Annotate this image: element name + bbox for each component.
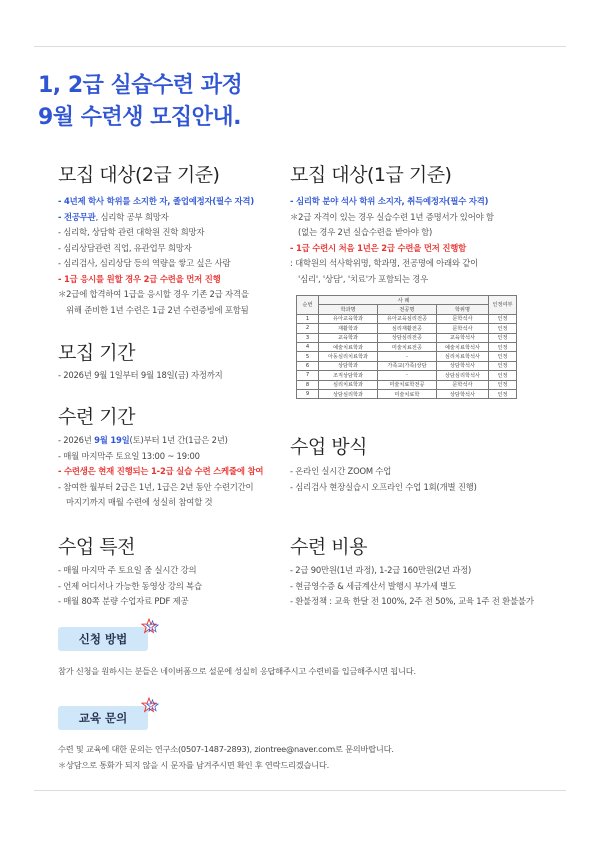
cell-dept: 조직상담학과 [319,371,378,380]
cell-no: 7 [297,371,319,380]
features-item-1: - 매월 마지막 주 토요일 줌 실시간 강의 [58,565,197,575]
cell-major: 미술치료학 [377,389,436,398]
apply-badge: 신청 방법 [58,627,148,651]
th-group: 사 례 [319,296,489,305]
th-major: 전공명 [377,305,436,314]
cell-degree: 예술치료학석사 [436,342,488,351]
table-row [297,333,517,342]
cell-dept: 유아교육학과 [319,314,378,323]
degree-table [296,295,517,399]
method-item-1: - 온라인 실시간 ZOOM 수업 [290,466,392,476]
cell-major: 가족교(가족)상담 [377,361,436,370]
star-blue-icon [146,620,159,633]
bottom-divider [34,790,566,791]
training-item-4: - 참여한 월부터 2급은 1년, 1급은 2년 동안 수련기간이 [58,481,254,492]
target1-title: 모집 대상(1급 기준) [290,164,452,186]
cell-dept: 아동심리치료학과 [319,352,378,361]
target2-item-5: - 심리검사, 심리상담 등의 역량을 쌓고 싶은 사람 [58,258,231,268]
cell-no: 5 [297,352,319,361]
target1-list [290,194,494,287]
th-dept: 학과명 [319,305,378,314]
cell-degree: 심리치료학석사 [436,352,488,361]
th-degree: 학위명 [436,305,488,314]
table-row [297,314,517,323]
training-list [58,433,263,511]
top-divider [34,46,566,47]
method-list [290,464,477,495]
cell-dept: 상담학과 [319,361,378,370]
training-start-date: 9월 19일 [94,435,130,445]
cell-major: - [377,352,436,361]
training-title: 수련 기간 [58,406,135,428]
cell-degree: 문학석사 [436,324,488,333]
table-row [297,389,517,398]
hero-title [38,70,242,134]
training-item-1 [58,433,263,449]
star-blue-icon [146,699,159,712]
cost-item-3: - 환불정책 : 교육 한달 전 100%, 2주 전 50%, 교육 1주 전 환불불가 [290,596,534,606]
table-row [297,324,517,333]
target2-item-2 [58,210,254,226]
target1-desc: : 대학원의 석사학위명, 학과명, 전공명에 아래와 같이 [290,258,479,268]
target2-title: 모집 대상(2급 기준) [58,164,220,186]
cost-item-1: - 2급 90만원(1년 과정), 1-2급 160만원(2년 과정) [290,565,472,575]
target2-item-3: - 심리학, 상담학 관련 대학원 진학 희망자 [58,227,205,237]
th-approved: 인정여부 [489,296,517,315]
cell-approved: 인정 [489,389,517,398]
target2-item-4: - 심리상담관련 직업, 유관업무 희망자 [58,242,192,253]
cell-major: 상담심리전공 [377,333,436,342]
cell-approved: 인정 [489,314,517,323]
training-item-2: - 매월 마지막주 토요일 13:00 ~ 19:00 [58,450,200,461]
cost-title: 수련 비용 [290,536,367,558]
cell-major: - [377,371,436,380]
cell-degree: 상담학석사 [436,389,488,398]
features-title: 수업 특전 [58,536,135,558]
training-item-3: - 수련생은 현재 진행되는 1-2급 실습 수련 스케줄에 참여 [58,466,264,476]
table-row [297,361,517,370]
cell-major: 미술치료학전공 [377,380,436,389]
cell-degree: 상담심리학석사 [436,371,488,380]
cost-item-2: - 현금영수증 & 세금계산서 발행시 부가세 별도 [290,580,456,591]
target1-note-cont: (없는 경우 2년 실습수련을 받아야 함) [298,227,433,237]
cell-dept: 예술치료학과 [319,342,378,351]
cell-dept: 심리치료학과 [319,380,378,389]
cell-approved: 인정 [489,333,517,342]
target1-note: ＊2급 자격이 있는 경우 실습수련 1년 증명서가 있어야 함 [290,211,494,222]
cell-approved: 인정 [489,371,517,380]
period-title: 모집 기간 [58,342,135,364]
cell-approved: 인정 [489,361,517,370]
apply-text: 참가 신청을 원하시는 분들은 네이버폼으로 설문에 성실히 응답해주시고 수련비를 입금해주시면 됩니다. [58,666,416,676]
cell-no: 3 [297,333,319,342]
cell-major: 심리재활전공 [377,324,436,333]
cell-approved: 인정 [489,352,517,361]
cell-no: 2 [297,324,319,333]
training-item-1-c: (토)부터 1년 간(1급은 2년) [129,435,228,445]
cell-approved: 인정 [489,324,517,333]
method-item-2: - 심리검사 현장실습시 오프라인 수업 1회(개별 진행) [290,481,477,492]
hero-title-line2: 9월 수련생 모집안내. [38,105,241,130]
cost-list [290,563,534,610]
table-row [297,380,517,389]
table-row [297,342,517,351]
cell-degree: 교육학석사 [436,333,488,342]
cell-no: 4 [297,342,319,351]
inquiry-note: ＊상담으로 통화가 되지 않을 시 문자를 남겨주시면 확인 후 연락드리겠습니다. [58,760,329,770]
target2-item-6: - 1급 응시를 원할 경우 2급 수련을 먼저 진행 [58,273,221,284]
inquiry-text: 수련 및 교육에 대한 문의는 연구소(0507-1487-2893), ziontree@naver.com로 문의바랍니다. [58,744,394,754]
cell-dept: 재활학과 [319,324,378,333]
target2-list [58,194,254,318]
period-list [58,368,223,384]
target1-desc-cont: '심리', '상담', '치료'가 포함되는 경우 [298,273,428,284]
table-row [297,371,517,380]
cell-no: 1 [297,314,319,323]
target2-item-2-rest: , 심리학 공부 희망자 [95,211,169,222]
target2-note: ＊2급에 합격하여 1급을 응시할 경우 기존 2급 자격을 [58,289,249,299]
method-title: 수업 방식 [290,436,367,458]
features-list [58,563,202,610]
cell-approved: 인정 [489,342,517,351]
target1-item-1: - 심리학 분야 석사 학위 소지자, 취득예정자(필수 자격) [290,196,489,206]
target2-item-1: - 4년제 학사 학위를 소지한 자, 졸업예정자(필수 자격) [58,196,254,206]
cell-no: 9 [297,389,319,398]
cell-no: 8 [297,380,319,389]
cell-degree: 상담학석사 [436,361,488,370]
cell-degree: 문학석사 [436,314,488,323]
period-item-1: - 2026년 9월 1일부터 9월 18일(금) 자정까지 [58,370,223,380]
target1-item-2: - 1급 수련시 처음 1년은 2급 수련을 먼저 진행함 [290,242,467,253]
cell-major: 미술치료전공 [377,342,436,351]
cell-dept: 상담심리학과 [319,389,378,398]
training-item-4-cont: 마지기까지 매월 수련에 성실히 참여할 것 [66,497,213,507]
cell-dept: 교육학과 [319,333,378,342]
table-row [297,352,517,361]
target2-note-cont: 위해 준비한 1년 수련은 1급 2년 수련증빙에 포함됨 [66,304,249,315]
cell-major: 유아교육심리전공 [377,314,436,323]
th-no: 순번 [297,296,319,315]
cell-degree: 문학석사 [436,380,488,389]
cell-no: 6 [297,361,319,370]
hero-title-line1: 1, 2급 실습수련 과정 [38,73,243,98]
cell-approved: 인정 [489,380,517,389]
inquiry-badge: 교육 문의 [58,706,148,730]
features-item-3: - 매월 80쪽 분량 수업자료 PDF 제공 [58,596,189,606]
training-item-1-a: - 2026년 [58,435,95,445]
features-item-2: - 언제 어디서나 가능한 동영상 강의 복습 [58,580,202,591]
target2-item-2-emph: - 전공무관 [58,211,96,222]
